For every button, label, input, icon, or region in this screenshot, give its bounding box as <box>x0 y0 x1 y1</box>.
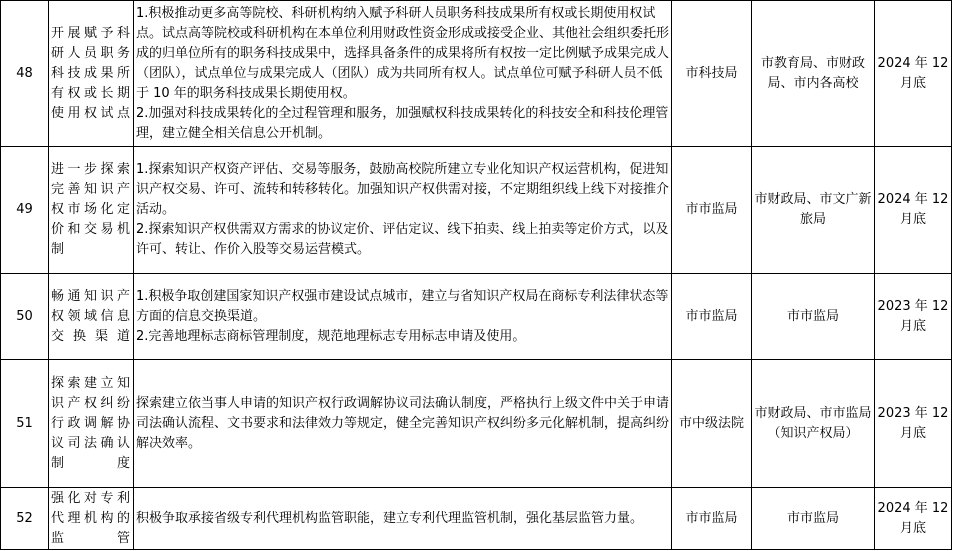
row-number: 52 <box>1 488 49 550</box>
measure-item: 1.积极推动更多高等院校、科研机构纳入赋予科研人员职务科技成果所有权或长期使用权试点。试点高等院校或科研机构在本单位利用财政性资金形成或接受企业、其他社会组织委托形成的归单位所有的职务科技成果中，选择具备条件的成果将所有权按一定比例赋予成果完成人（团队），试点单位与成果完成人（团队）成为共同所有权人。试点单位可赋予科研人员不低于 10 年的职务科技成果长期使用权。 <box>136 5 670 101</box>
task-measures <box>134 488 672 550</box>
measure-item: 2.完善地理标志商标管理制度，规范地理标志专用标志申请及使用。 <box>136 328 526 344</box>
table-row <box>1 488 952 550</box>
lead-department: 市市监局 <box>672 147 752 274</box>
table-row <box>1 274 952 360</box>
task-measures <box>134 274 672 360</box>
measure-item: 2.探索知识产权供需双方需求的协议定价、评估定议、线下拍卖、线上拍卖等定价方式，以及许可、转让、作价入股等交易运营模式。 <box>136 222 669 257</box>
partner-departments: 市市监局 <box>752 274 875 360</box>
row-number: 50 <box>1 274 49 360</box>
deadline: 2024 年 12 月底 <box>875 1 952 147</box>
measure-item: 1.探索知识产权资产评估、交易等服务，鼓励高校院所建立专业化知识产权运营机构，促进知识产权交易、许可、流转和转移转化。加强知识产权供需对接，不定期组织线上线下对接推介活动。 <box>136 162 670 217</box>
task-name: 开展赋予科研人员职务科技成果所有权或长期使用权试点 <box>49 1 134 147</box>
table-row <box>1 360 952 488</box>
task-measures <box>134 360 672 488</box>
task-name: 畅通知识产权领域信息交换渠道 <box>49 274 134 360</box>
lead-department: 市中级法院 <box>672 360 752 488</box>
partner-departments: 市财政局、市文广新旅局 <box>752 147 875 274</box>
task-name: 探索建立知识产权纠纷行政调解协议司法确认制度 <box>49 360 134 488</box>
row-number: 49 <box>1 147 49 274</box>
partner-departments: 市市监局 <box>752 488 875 550</box>
partner-departments: 市教育局、市财政局、市内各高校 <box>752 1 875 147</box>
task-measures <box>134 1 672 147</box>
row-number: 51 <box>1 360 49 488</box>
deadline: 2024 年 12 月底 <box>875 147 952 274</box>
lead-department: 市市监局 <box>672 274 752 360</box>
measure-item: 探索建立依当事人申请的知识产权行政调解协议司法确认制度，严格执行上级文件中关于申请司法确认流程、文书要求和法律效力等规定，健全完善知识产权纠纷多元化解机制，提高纠纷解决效率。 <box>136 395 670 451</box>
measure-item: 积极争取承接省级专利代理机构监管职能，建立专利代理监管机制，强化基层监管力量。 <box>136 510 644 526</box>
table-row <box>1 147 952 274</box>
partner-departments: 市财政局、市市监局（知识产权局） <box>752 360 875 488</box>
task-name: 强化对专利代理机构的监管 <box>49 488 134 550</box>
lead-department: 市市监局 <box>672 488 752 550</box>
measure-item: 1.积极争取创建国家知识产权强市建设试点城市，建立与省知识产权局在商标专利法律状态等方面的信息交换渠道。 <box>136 288 669 324</box>
deadline: 2024 年 12 月底 <box>875 488 952 550</box>
task-name: 进一步探索完善知识产权市场化定价和交易机制 <box>49 147 134 274</box>
measure-item: 2.加强对科技成果转化的全过程管理和服务，加强赋权科技成果转化的科技安全和科技伦理管理，建立健全相关信息公开机制。 <box>136 105 669 141</box>
row-number: 48 <box>1 1 49 147</box>
task-measures <box>134 147 672 274</box>
table-row <box>1 1 952 147</box>
deadline: 2023 年 12 月底 <box>875 274 952 360</box>
lead-department: 市科技局 <box>672 1 752 147</box>
deadline: 2023 年 12 月底 <box>875 360 952 488</box>
